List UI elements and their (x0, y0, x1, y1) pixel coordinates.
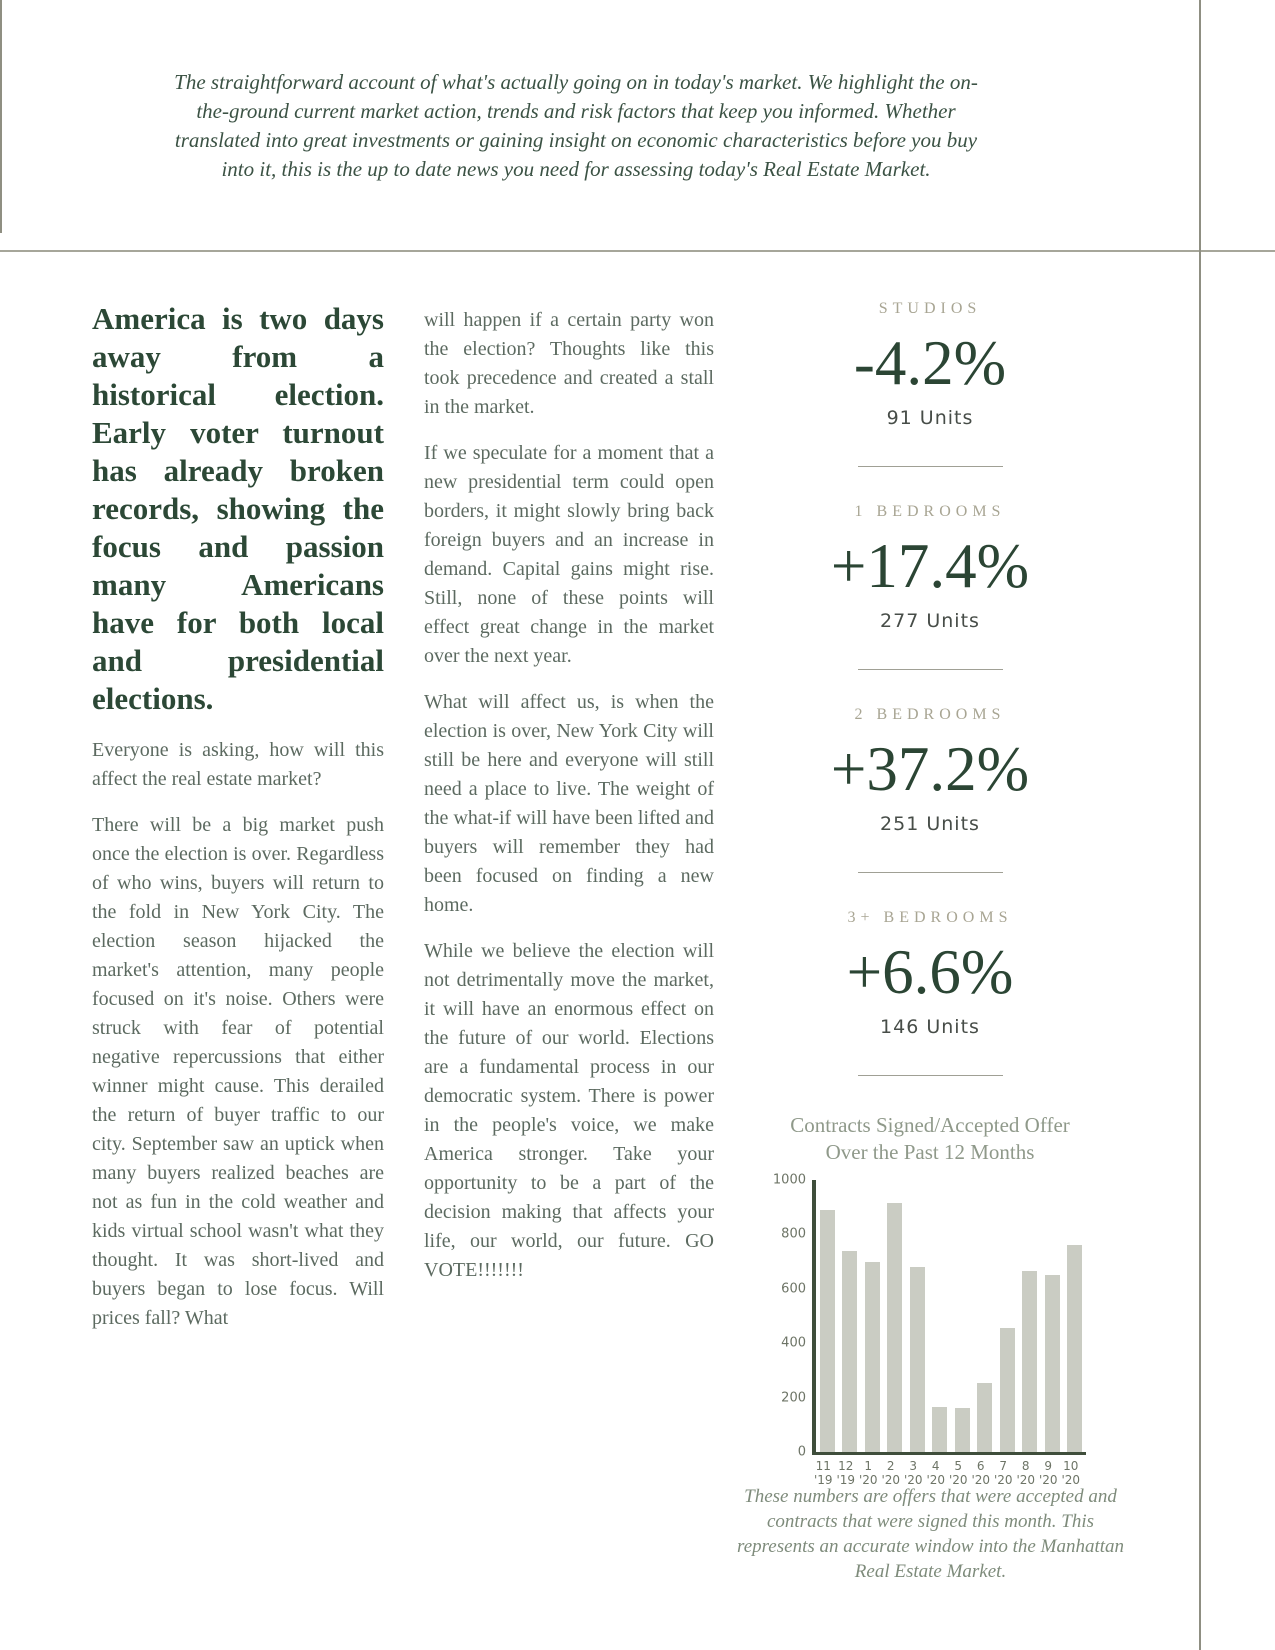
chart-title-line2: Over the Past 12 Months (825, 1140, 1035, 1164)
chart-x-tick: 6 '20 (971, 1459, 991, 1487)
chart-title (715, 1112, 1145, 1166)
stat-divider (858, 1075, 1003, 1076)
chart-bar-cell (1064, 1180, 1087, 1452)
chart-bar (887, 1203, 902, 1452)
stat-label: STUDIOS (878, 300, 982, 317)
chart-bar-cell (1019, 1180, 1042, 1452)
article-paragraph: If we speculate for a moment that a new presidential term could open borders, it might slowly bring back foreign buyers and an increase in demand. Capital gains might rise. Still, none of these points will effect great change in the market over the next year. (424, 442, 714, 667)
chart-bar (1000, 1328, 1015, 1452)
chart-bar (842, 1251, 857, 1452)
chart-y-tick: 800 (781, 1226, 806, 1242)
chart-bar-cell (839, 1180, 862, 1452)
chart-bar-cell (861, 1180, 884, 1452)
stat-divider (858, 669, 1003, 670)
stat-divider (858, 872, 1003, 873)
stat-1-bedrooms (715, 503, 1145, 632)
chart-bar-cell (974, 1180, 997, 1452)
chart-bar-cell (884, 1180, 907, 1452)
chart-y-axis-labels (772, 1172, 812, 1460)
stat-value: +17.4% (830, 531, 1030, 601)
chart-caption: These numbers are offers that were accepted and contracts that were signed this month. This represents an accurate window into the Manhattan Real Estate Market. (737, 1486, 1124, 1582)
chart-x-tick: 11 '19 (813, 1459, 833, 1487)
stat-value: +37.2% (830, 734, 1030, 804)
article-paragraph: There will be a big market push once the election is over. Regardless of who wins, buyers will return to the fold in New York City. The election season hijacked the market's attention, many people focused on it's noise. Others were struck with fear of potential negative repercussions that either winner might cause. This derailed the return of buyer traffic to our city. September saw an uptick when many buyers realized beaches are not as fun in the cold weather and kids virtual school wasn't what they thought. It was short-lived and buyers began to lose focus. Will prices fall? What (92, 814, 384, 1329)
stat-value: -4.2% (853, 328, 1007, 398)
chart-bar-cell (951, 1180, 974, 1452)
stat-value: +6.6% (846, 937, 1014, 1007)
chart-bar (977, 1383, 992, 1452)
chart-x-tick: 9 '20 (1038, 1459, 1058, 1487)
stat-label: 1 BEDROOMS (854, 503, 1006, 520)
intro-paragraph: The straightforward account of what's actually going on in today's market. We highlight the on-the-ground current market action, trends and risk factors that keep you informed. Whether translated into great investments or gaining insight on economic characteristics before you buy into it, this is the up to date news you need for assessing today's Real Estate Market. (174, 70, 978, 181)
article-paragraph: will happen if a certain party won the election? Thoughts like this took precedence and created a stall in the market. (424, 309, 714, 418)
stat-units: 146 Units (880, 1016, 980, 1038)
chart-bar-cell (996, 1180, 1019, 1452)
stat-divider (858, 466, 1003, 467)
chart-y-tick: 1000 (772, 1172, 806, 1188)
contracts-bar-chart (772, 1172, 1086, 1492)
chart-x-tick: 7 '20 (993, 1459, 1013, 1487)
chart-x-tick: 5 '20 (948, 1459, 968, 1487)
chart-x-tick: 10 '20 (1061, 1459, 1081, 1487)
chart-bar (932, 1407, 947, 1452)
stat-label: 2 BEDROOMS (854, 706, 1006, 723)
chart-bar-cell (929, 1180, 952, 1452)
market-stats-column (715, 300, 1145, 1492)
left-border-rule (0, 0, 2, 233)
article-headline: America is two days away from a historical election. Early voter turnout has already broken records, showing the focus and passion many Americans have for both local and presidential elections. (92, 301, 384, 716)
chart-x-tick: 3 '20 (903, 1459, 923, 1487)
chart-bar-cell (906, 1180, 929, 1452)
stat-2-bedrooms (715, 706, 1145, 835)
chart-x-axis-labels (812, 1459, 1082, 1487)
chart-bar (955, 1408, 970, 1452)
chart-bar (1067, 1245, 1082, 1452)
chart-x-tick: 1 '20 (858, 1459, 878, 1487)
article-column-2 (424, 306, 714, 1302)
chart-x-tick: 12 '19 (836, 1459, 856, 1487)
chart-y-tick: 0 (797, 1444, 806, 1460)
right-border-rule (1199, 0, 1201, 1650)
chart-y-tick: 600 (781, 1281, 806, 1297)
chart-bar (1022, 1271, 1037, 1452)
stat-units: 251 Units (880, 813, 980, 835)
stat-label: 3+ BEDROOMS (847, 909, 1013, 926)
article-paragraph: While we believe the election will not detrimentally move the market, it will have an enormous effect on the future of our world. Elections are a fundamental process in our democratic system. There is power in the people's voice, we make America stronger. Take your opportunity to be a part of the decision making that affects your life, our world, our future. GO VOTE!!!!!!! (424, 940, 714, 1281)
chart-x-tick: 4 '20 (926, 1459, 946, 1487)
chart-bar (1045, 1275, 1060, 1452)
article-paragraph: What will affect us, is when the election is over, New York City will still be here and everyone will still need a place to live. The weight of the what-if will have been lifted and buyers will remember they had been focused on finding a new home. (424, 691, 714, 916)
article-column-1 (92, 300, 384, 1350)
chart-x-tick: 2 '20 (881, 1459, 901, 1487)
header-divider-rule (0, 250, 1275, 252)
chart-bar-cell (1041, 1180, 1064, 1452)
chart-y-tick: 200 (781, 1390, 806, 1406)
stat-3plus-bedrooms (715, 909, 1145, 1038)
article-paragraph: Everyone is asking, how will this affect the real estate market? (92, 739, 384, 790)
chart-bar (910, 1267, 925, 1452)
chart-y-tick: 400 (781, 1335, 806, 1351)
stat-units: 277 Units (880, 610, 980, 632)
chart-plot-area (812, 1180, 1086, 1455)
stat-studios (715, 300, 1145, 429)
chart-bar-cell (816, 1180, 839, 1452)
stat-units: 91 Units (886, 407, 974, 429)
chart-x-tick: 8 '20 (1016, 1459, 1036, 1487)
chart-bar (820, 1210, 835, 1452)
chart-title-line1: Contracts Signed/Accepted Offer (790, 1113, 1070, 1137)
chart-bar (865, 1262, 880, 1452)
